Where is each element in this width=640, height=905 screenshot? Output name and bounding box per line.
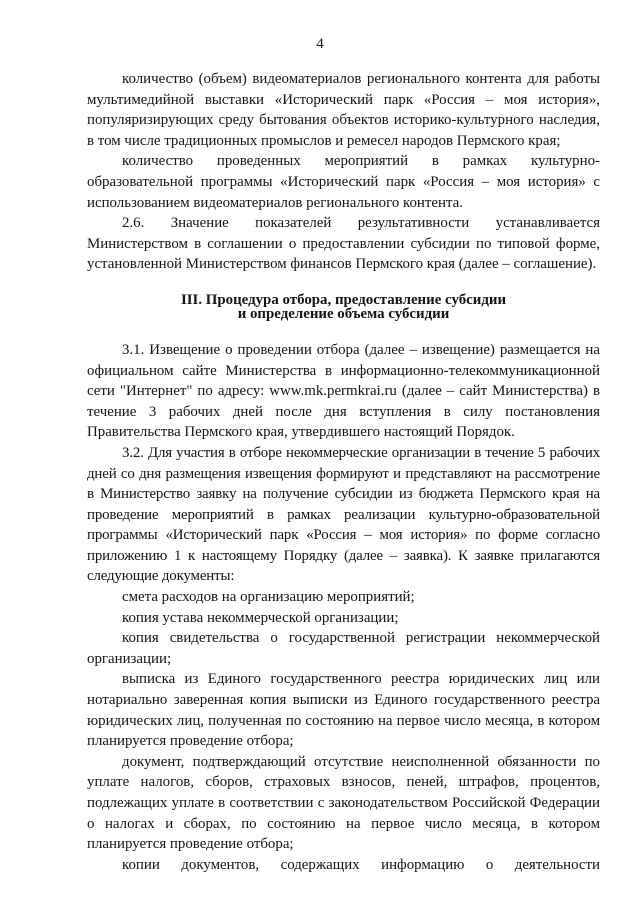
paragraph-3-1: 3.1. Извещение о проведении отбора (далее – извещение) размещается на официальном сайте Министерства в информационно-телекоммуникационной сети "Интернет" по адресу: www.mk.permkrai.ru (далее – сайт Министерства) в течение 3 рабочих дней после дня вступления в силу постановления Правительства Пермского края, утвердившего настоящий Порядок.: [87, 341, 600, 441]
section-heading: [87, 293, 600, 321]
document-body: [87, 69, 600, 875]
paragraph-2-6: 2.6. Значение показателей результативности устанавливается Министерством в соглашении о предоставлении субсидии по типовой форме, установленной Министерством финансов Пермского края (далее – соглашение).: [87, 215, 600, 273]
list-item-charter-copy: копия устава некоммерческой организации;: [122, 609, 399, 626]
paragraph-3-2: 3.2. Для участия в отборе некоммерческие организации в течение 5 рабочих дней со дня размещения извещения формируют и представляют на рассмотрение в Министерство заявку на получение субсидии из бюджета Пермского края на проведение мероприятий в рамках реализации культурно-образовательной программы «Исторический парк «Россия – моя история» по форме согласно приложению 1 к настоящему Порядку (далее – заявка). К заявке прилагаются следующие документы:: [87, 444, 600, 585]
section-heading-line-2: и определение объема субсидии: [237, 305, 450, 322]
list-item-activity-documents: копии документов, содержащих информацию о деятельности: [122, 856, 600, 873]
list-item-registration-certificate: копия свидетельства о государственной регистрации некоммерческой организации;: [87, 630, 600, 667]
page-number: 4: [316, 36, 324, 52]
paragraph-video-materials-count: количество (объем) видеоматериалов регионального контента для работы мультимедийной выставки «Исторический парк «Россия – моя история», популяризирующих среду бытования объектов историко-культурного наследия, в том числе традиционных промыслов и ремесел народов Пермского края;: [87, 71, 600, 149]
list-item-registry-extract: выписка из Единого государственного реестра юридических лиц или нотариально заверенная копия выписки из Единого государственного реестра юридических лиц, полученная по состоянию на первое число месяца, в котором планируется проведение отбора;: [87, 671, 600, 750]
list-item-tax-document: документ, подтверждающий отсутствие неисполненной обязанности по уплате налогов, сборов, страховых взносов, пеней, штрафов, процентов, подлежащих уплате в соответствии с законодательством Российской Федерации о налогах и сборах, по состоянию на первое число месяца, в котором планируется проведение отбора;: [87, 753, 600, 853]
paragraph-events-count: количество проведенных мероприятий в рамках культурно-образовательной программы «Исторический парк «Россия – моя история» с использованием видеоматериалов регионального контента.: [87, 153, 600, 211]
section-heading-line-1: III. Процедура отбора, предоставление субсидии: [180, 291, 507, 308]
list-item-estimate: смета расходов на организацию мероприятий;: [122, 589, 415, 606]
